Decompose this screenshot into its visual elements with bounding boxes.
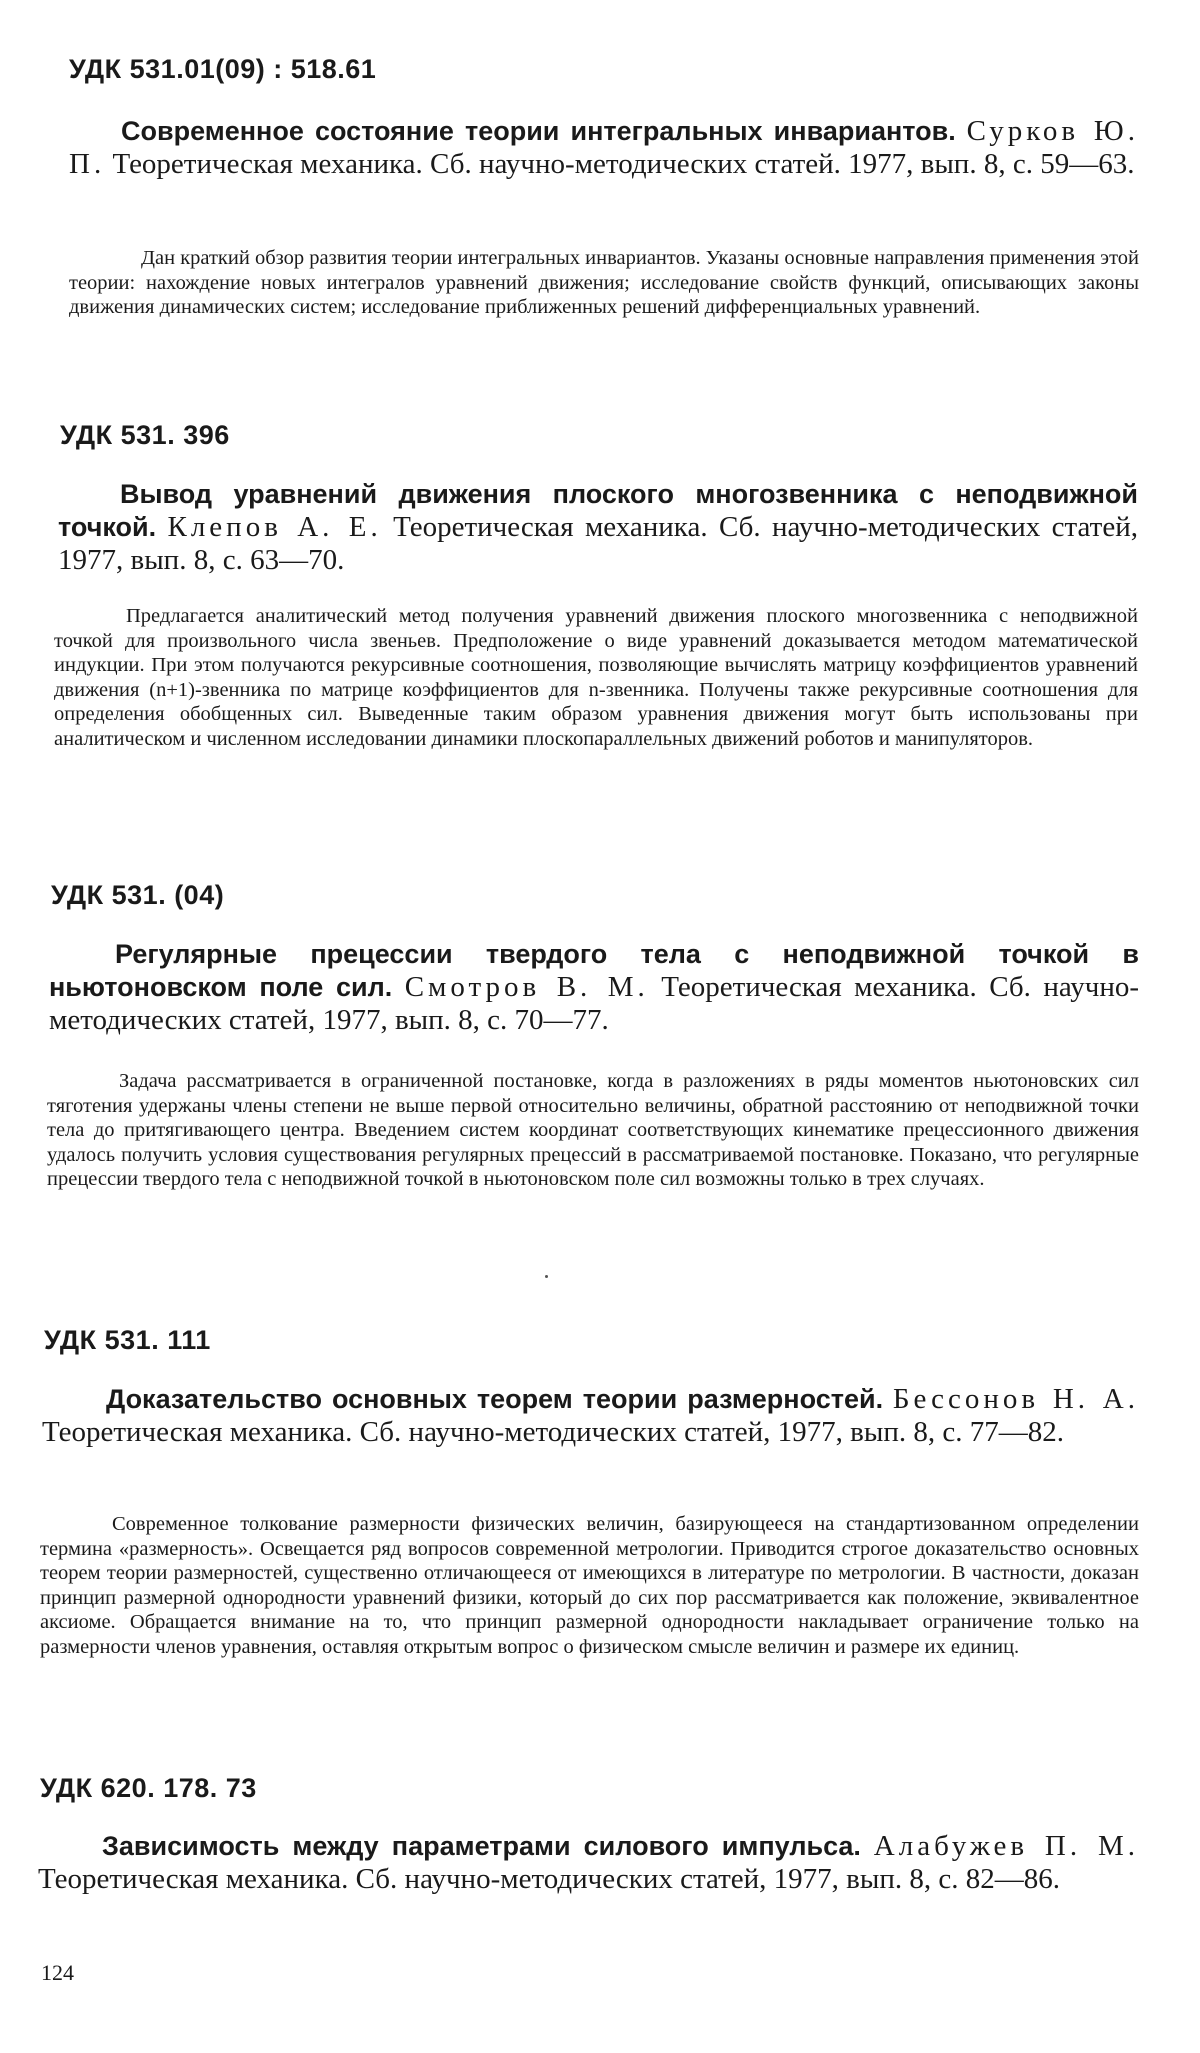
abstract: Задача рассматривается в ограниченной постановке, когда в разложениях в ряды моментов ньютоновских сил тяготения удержаны члены степени не выше первой относительно величины, обратной расстоянию от неподвижной точки тела до притягивающего центра. Введением систем координат соответствующих кинематике прецессионного движения удалось получить условия существования регулярных прецессий в рассматриваемой постановке. Показано, что регулярные прецессии твердого тела с неподвижной точкой в ньютоновском поле сил возможны только в трех случаях.: [47, 1070, 1139, 1190]
article-author: Сурков Ю. П.: [69, 115, 1139, 180]
abstract: Дан краткий обзор развития теории интегральных инвариантов. Указаны основные направления применения этой теории: нахождение новых интегралов уравнений движения; исследование свойств функций, описывающих законы движения динамических систем; исследование приближенных решений дифференциальных уравнений.: [69, 247, 1139, 318]
article-author: Смотров В. М.: [404, 971, 649, 1003]
article-title: Современное состояние теории интегральных инвариантов.: [121, 116, 956, 146]
udk-code: УДК 531. 111: [44, 1325, 211, 1355]
citation: [42, 1383, 1139, 1449]
citation: [58, 478, 1138, 577]
article-title: Вывод уравнений движения плоского многозвенника с неподвижной точкой.: [58, 479, 1138, 542]
citation: [38, 1830, 1139, 1896]
abstract: Современное толкование размерности физических величин, базирующееся на стандартизованном определении термина «размерность». Освещается ряд вопросов современной метрологии. Приводится строгое доказательство основных теорем теории размерностей, существенно отличающееся от имеющихся в литературе по метрологии. В частности, доказан принцип размерной однородности уравнений физики, который до сих пор рассматривается как положение, эквивалентное аксиоме. Обращается внимание на то, что принцип размерной однородности накладывает ограничение только на размерности членов уравнения, оставляя открытым вопрос о физическом смысле величин и размере их единиц.: [40, 1513, 1139, 1658]
page-number: 124: [41, 1960, 74, 1985]
article-author: Алабужев П. М.: [873, 1830, 1139, 1862]
udk-code: УДК 531. (04): [51, 880, 225, 910]
citation: [69, 115, 1139, 181]
article-title: Зависимость между параметрами силового импульса.: [102, 1831, 861, 1861]
udk-code: УДК 531.01(09) : 518.61: [69, 54, 377, 84]
article-source: Теоретическая механика. Сб. научно-методических статей, 1977, вып. 8, с. 82—86.: [38, 1863, 1060, 1895]
article-source: Теоретическая механика. Сб. научно-методических статей, 1977, вып. 8, с. 77—82.: [42, 1416, 1064, 1448]
citation: [49, 938, 1139, 1037]
article-source: Теоретическая механика. Сб. научно-методических статей, 1977, вып. 8, с. 70—77.: [49, 971, 1140, 1036]
speck: [545, 1275, 548, 1278]
abstract: Предлагается аналитический метод получения уравнений движения плоского многозвенника с неподвижной точкой для произвольного числа звеньев. Предположение о виде уравнений доказывается методом математической индукции. При этом получаются рекурсивные соотношения, позволяющие вычислять матрицу коэффициентов уравнений движения (n+1)-звенника по матрице коэффициентов для n-звенника. Получены также рекурсивные соотношения для определения обобщенных сил. Выведенные таким образом уравнения движения могут быть использованы при аналитическом и численном исследовании динамики плоскопараллельных движений роботов и манипуляторов.: [54, 605, 1138, 750]
udk-code: УДК 531. 396: [60, 420, 230, 450]
article-title: Доказательство основных теорем теории размерностей.: [106, 1384, 884, 1414]
article-author: Клепов А. Е.: [167, 511, 382, 543]
article-source: Теоретическая механика. Сб. научно-методических статей. 1977, вып. 8, с. 59—63.: [112, 148, 1135, 180]
article-source: Теоретическая механика. Сб. научно-методических статей, 1977, вып. 8, с. 63—70.: [58, 511, 1138, 576]
article-title: Регулярные прецессии твердого тела с неподвижной точкой в ньютоновском поле сил.: [49, 939, 1139, 1002]
udk-code: УДК 620. 178. 73: [40, 1773, 257, 1803]
article-author: Бессонов Н. А.: [892, 1383, 1139, 1415]
